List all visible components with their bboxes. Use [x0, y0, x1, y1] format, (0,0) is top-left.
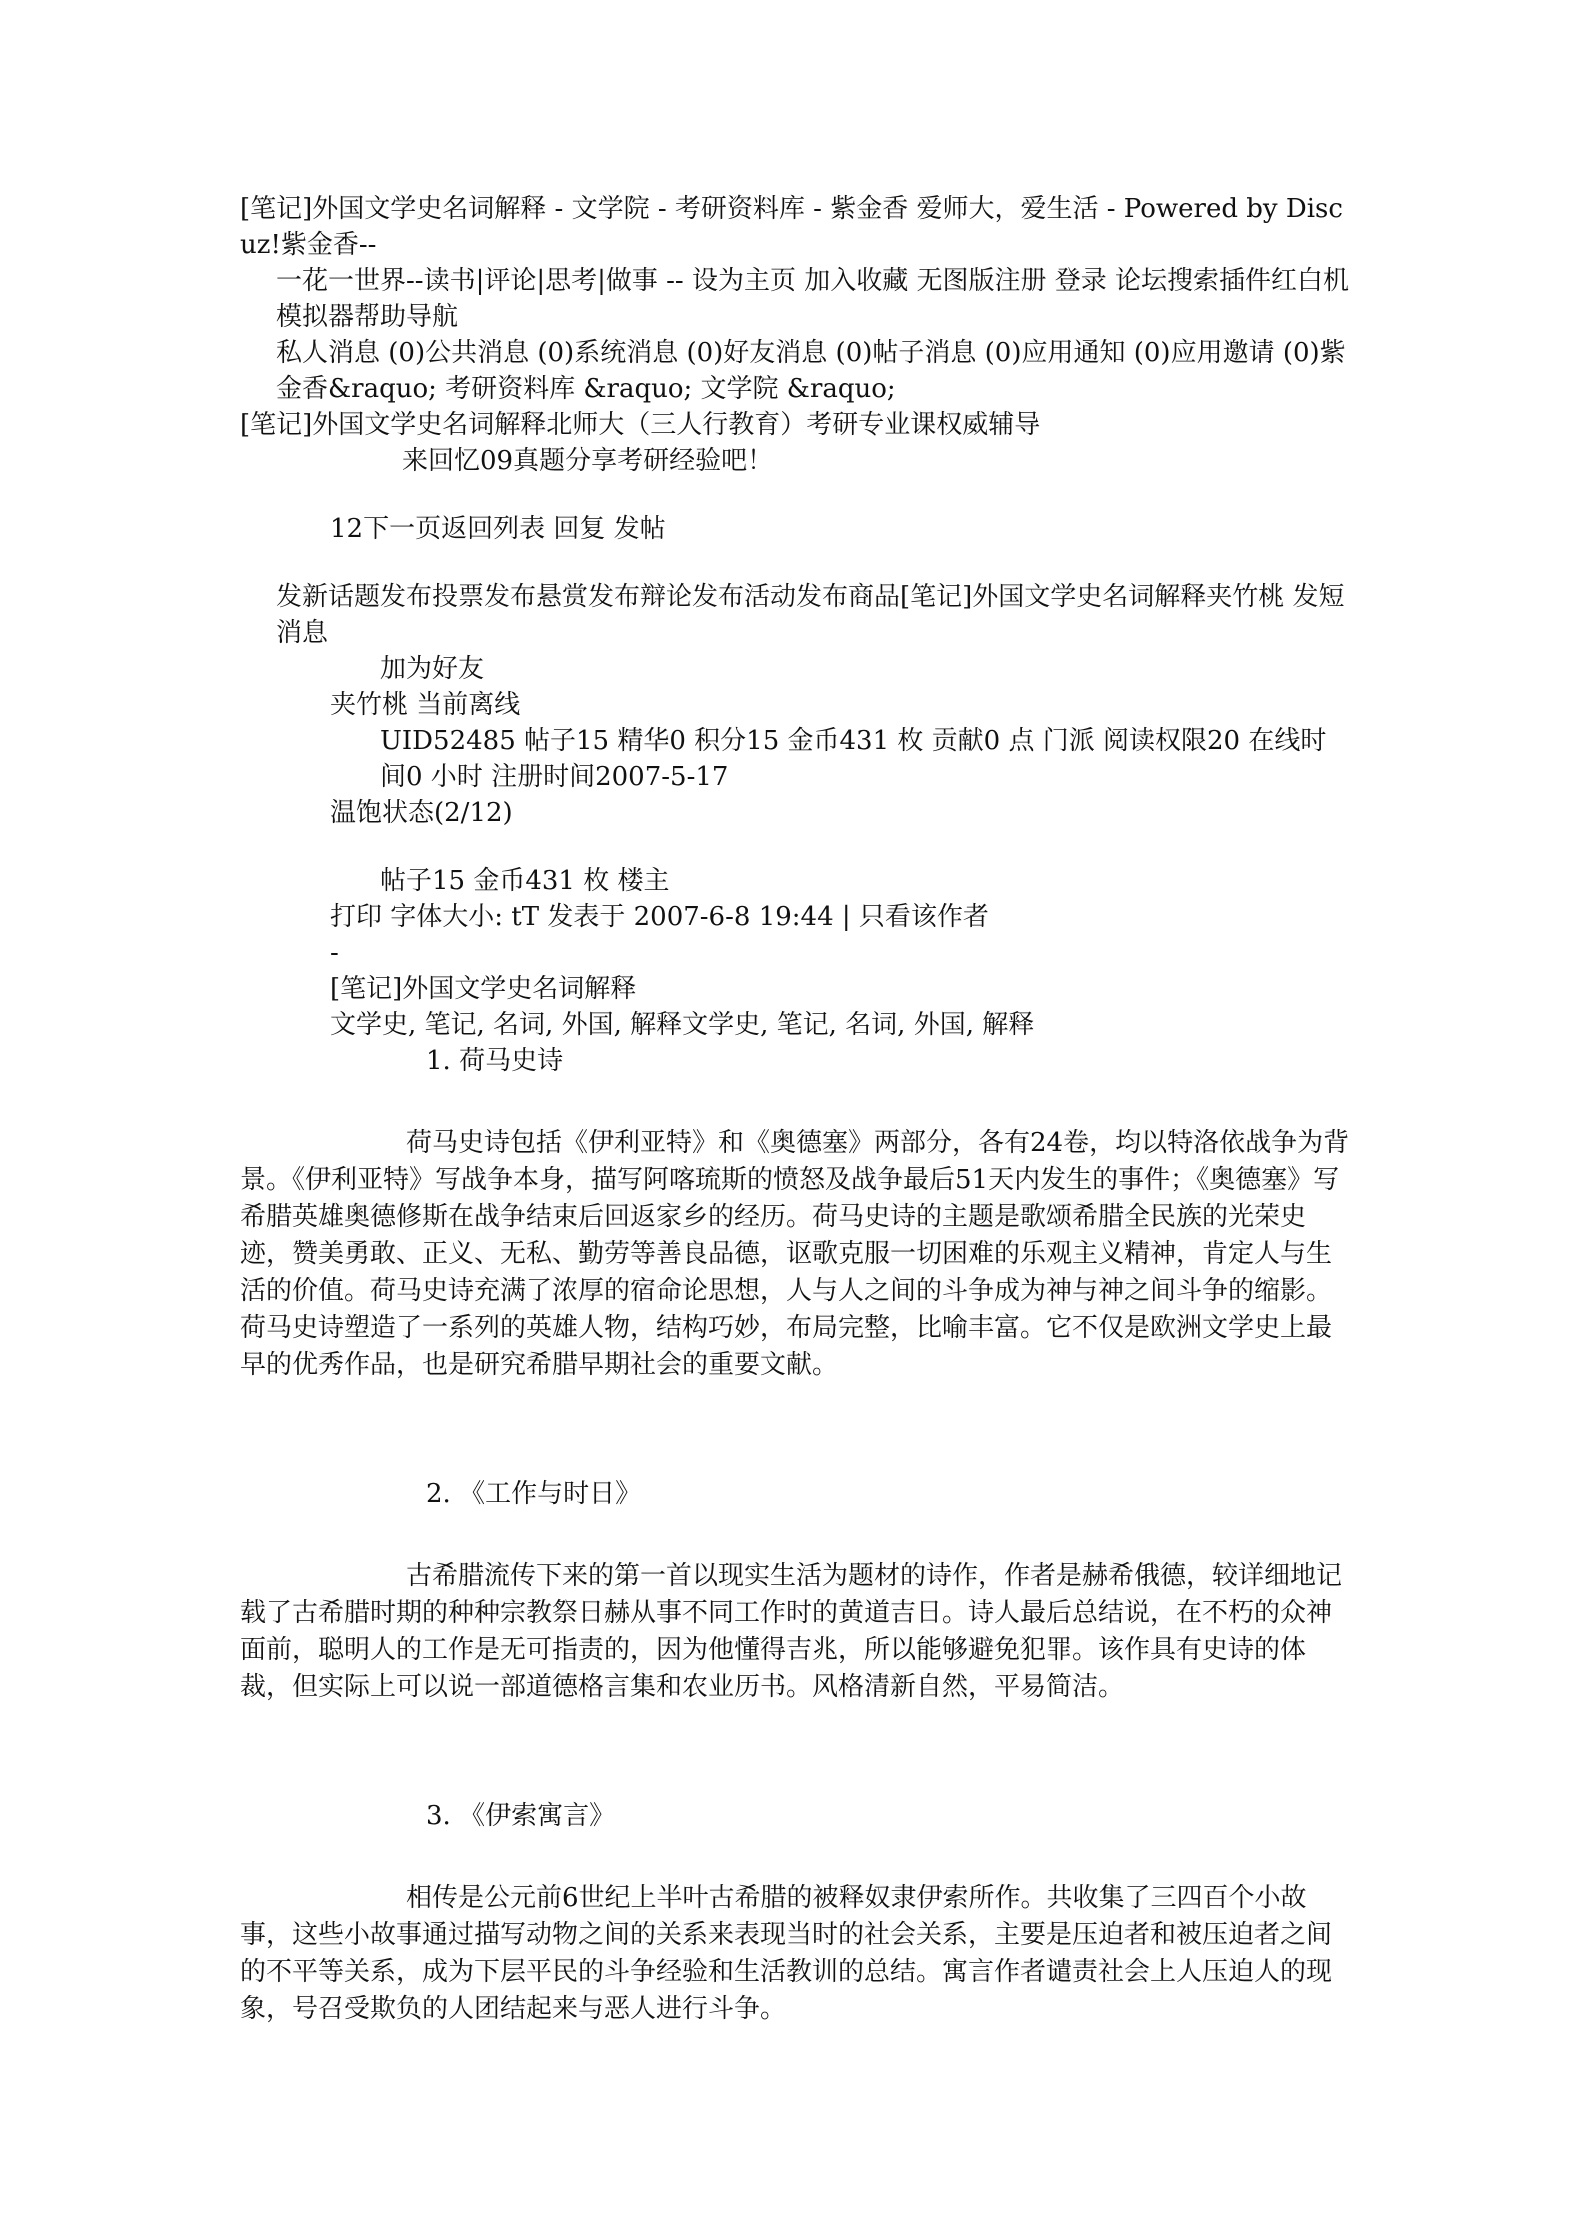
section-heading: 3. 《伊索寓言》: [426, 1801, 616, 1831]
post-actions-line[interactable]: 发新话题发布投票发布悬赏发布辩论发布活动发布商品[笔记]外国文学史名词解释夹竹桃 发短消息: [276, 582, 1345, 648]
post-meta[interactable]: 打印 字体大小: tT 发表于 2007-6-8 19:44 | 只看该作者: [330, 902, 989, 932]
promo-link[interactable]: 来回忆09真题分享考研经验吧！: [402, 446, 774, 476]
section-body: 相传是公元前6世纪上半叶古希腊的被释奴隶伊索所作。共收集了三四百个小故事，这些小故事通过描写动物之间的关系来表现当时的社会关系，主要是压迫者和被压迫者之间的不平等关系，成为下层平民的斗争经验和生活教训的总结。寓言作者谴责社会上人压迫人的现象，号召受欺负的人团结起来与恶人进行斗争。: [240, 1883, 1333, 2024]
section-body: 古希腊流传下来的第一首以现实生活为题材的诗作，作者是赫希俄德，较详细地记载了古希腊时期的种种宗教祭日赫从事不同工作时的黄道吉日。诗人最后总结说，在不朽的众神面前，聪明人的工作是无可指责的，因为他懂得吉兆，所以能够避免犯罪。该作具有史诗的体裁，但实际上可以说一部道德格言集和农业历书。风格清新自然，平易简洁。: [240, 1561, 1343, 1702]
page-title-line: [笔记]外国文学史名词解释 - 文学院 - 考研资料库 - 紫金香 爱师大，爱生活 - Powered by Discuz!紫金香--: [240, 194, 1343, 260]
message-breadcrumb-line[interactable]: 私人消息 (0)公共消息 (0)系统消息 (0)好友消息 (0)帖子消息 (0)应用通知 (0)应用邀请 (0)紫金香&raquo; 考研资料库 &raquo; 文学院 &raquo;: [276, 338, 1346, 404]
post-meta-dash: -: [330, 938, 339, 968]
site-nav-line[interactable]: 一花一世界--读书|评论|思考|做事 -- 设为主页 加入收藏 无图版注册 登录 论坛搜索插件红白机模拟器帮助导航: [276, 266, 1350, 332]
pager-links[interactable]: 12下一页返回列表 回复 发帖: [330, 514, 666, 544]
add-friend-link[interactable]: 加为好友: [380, 654, 485, 684]
thread-title-line: [笔记]外国文学史名词解释北师大（三人行教育）考研专业课权威辅导: [240, 410, 1041, 440]
author-stats: UID52485 帖子15 精华0 积分15 金币431 枚 贡献0 点 门派 阅读权限20 在线时间0 小时 注册时间2007-5-17: [380, 726, 1327, 792]
post-author-summary: 帖子15 金币431 枚 楼主: [380, 866, 670, 896]
author-name-status: 夹竹桃 当前离线: [330, 690, 521, 720]
post-tags[interactable]: 文学史, 笔记, 名词, 外国, 解释文学史, 笔记, 名词, 外国, 解释: [330, 1010, 1035, 1040]
section-body: 荷马史诗包括《伊利亚特》和《奥德塞》两部分，各有24卷，均以特洛依战争为背景。《伊利亚特》写战争本身，描写阿喀琉斯的愤怒及战争最后51天内发生的事件；《奥德塞》写希腊英雄奥德修斯在战争结束后回返家乡的经历。荷马史诗的主题是歌颂希腊全民族的光荣史迹，赞美勇敢、正义、无私、勤劳等善良品德，讴歌克服一切困难的乐观主义精神，肯定人与生活的价值。荷马史诗充满了浓厚的宿命论思想，人与人之间的斗争成为神与神之间斗争的缩影。荷马史诗塑造了一系列的英雄人物，结构巧妙，布局完整，比喻丰富。它不仅是欧洲文学史上最早的优秀作品，也是研究希腊早期社会的重要文献。: [240, 1128, 1350, 1380]
post-title: [笔记]外国文学史名词解释: [330, 974, 637, 1004]
section-heading: 1. 荷马史诗: [426, 1046, 564, 1076]
author-status: 温饱状态(2/12): [330, 798, 513, 828]
page-content: [240, 191, 1350, 2028]
section-heading: 2. 《工作与时日》: [426, 1479, 642, 1509]
